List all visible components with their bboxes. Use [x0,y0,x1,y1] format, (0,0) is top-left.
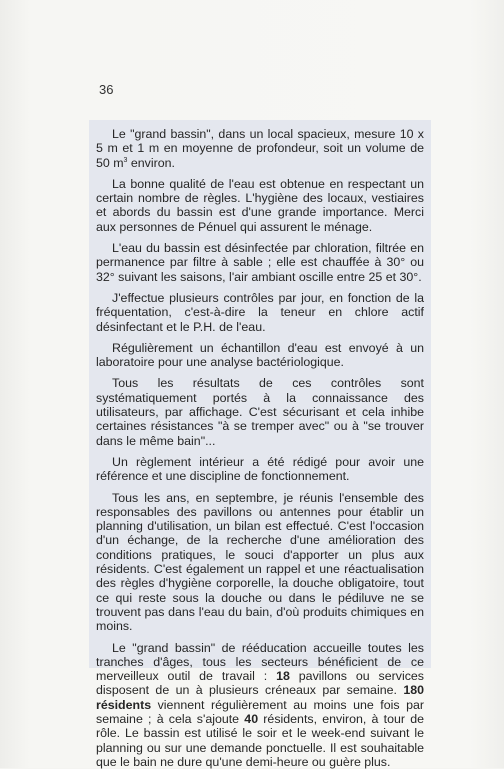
paragraph-water-quality: La bonne qualité de l'eau est obtenue en respectant un certain nombre de règles. L'hygiène des locaux, vestiaires et abords du bassin est d'une grande importance. Merci aux personnes de Pénuel qui assurent le ménage. [96,177,424,234]
page-number: 36 [99,82,113,97]
paragraph-daily-controls: J'effectue plusieurs contrôles par jour, en fonction de la fréquentation, c'est-à-dire la teneur en chlore actif désinfectant et le P.H. de l'eau. [96,291,424,334]
paragraph-lab-analysis: Régulièrement un échantillon d'eau est envoyé à un laboratoire pour une analyse bactériologique. [96,341,424,370]
pavilion-count: 18 [276,669,290,683]
paragraph-pool-usage: Le "grand bassin" de rééducation accueille toutes les tranches d'âges, tous les secteurs bénéficient de ce merveilleux outil de travail : 18 pavillons ou services disposent de un à plusieurs créneaux par semaine. 180 résidents viennent régulièrement au moins une fois par semaine ; à cela s'ajoute 40 résidents, environ, à tour de rôle. Le bassin est utilisé le soir et le week-end suivant le planning ou sur une demande ponctuelle. Il est souhaitable que le bain ne dure qu'une demi-heure ou guère plus. [96,641,424,769]
resident-count: 180 résidents [96,683,424,711]
highlighted-text-block [89,120,431,668]
paragraph-annual-meeting: Tous les ans, en septembre, je réunis l'ensemble des responsables des pavillons ou antennes pour établir un planning d'utilisation, un bilan est effectué. C'est l'occasion d'un échange, de la recherche d'une amélioration des conditions pratiques, le souci d'apporter un plus aux résidents. C'est également un rappel et une réactualisation des règles d'hygiène corporelle, la douche obligatoire, tout ce qui reste sous la douche ou dans le pédiluve ne se trouvent pas dans l'eau du bain, d'où produits chimiques en moins. [96,491,424,634]
paragraph-results-display: Tous les résultats de ces contrôles sont systématiquement portés à la connaissance des utilisateurs, par affichage. C'est sécurisant et cela inhibe certaines résistances "à se tremper avec" ou à "se trouver dans le même bain"... [96,376,424,447]
paragraph-disinfection: L'eau du bassin est désinfectée par chloration, filtrée en permanence par filtre à sable ; elle est chauffée à 30° ou 32° suivant les saisons, l'air ambiant oscille entre 25 et 30°. [96,241,424,284]
paragraph-internal-rules: Un règlement intérieur a été rédigé pour avoir une référence et une discipline de fonctionnement. [96,455,424,484]
superscript-cubed: 3 [124,156,128,163]
extra-resident-count: 40 [244,712,258,726]
paragraph-pool-dimensions: Le "grand bassin", dans un local spacieux, mesure 10 x 5 m et 1 m en moyenne de profondeur, soit un volume de 50 $m^3$ environ. [96,127,424,170]
